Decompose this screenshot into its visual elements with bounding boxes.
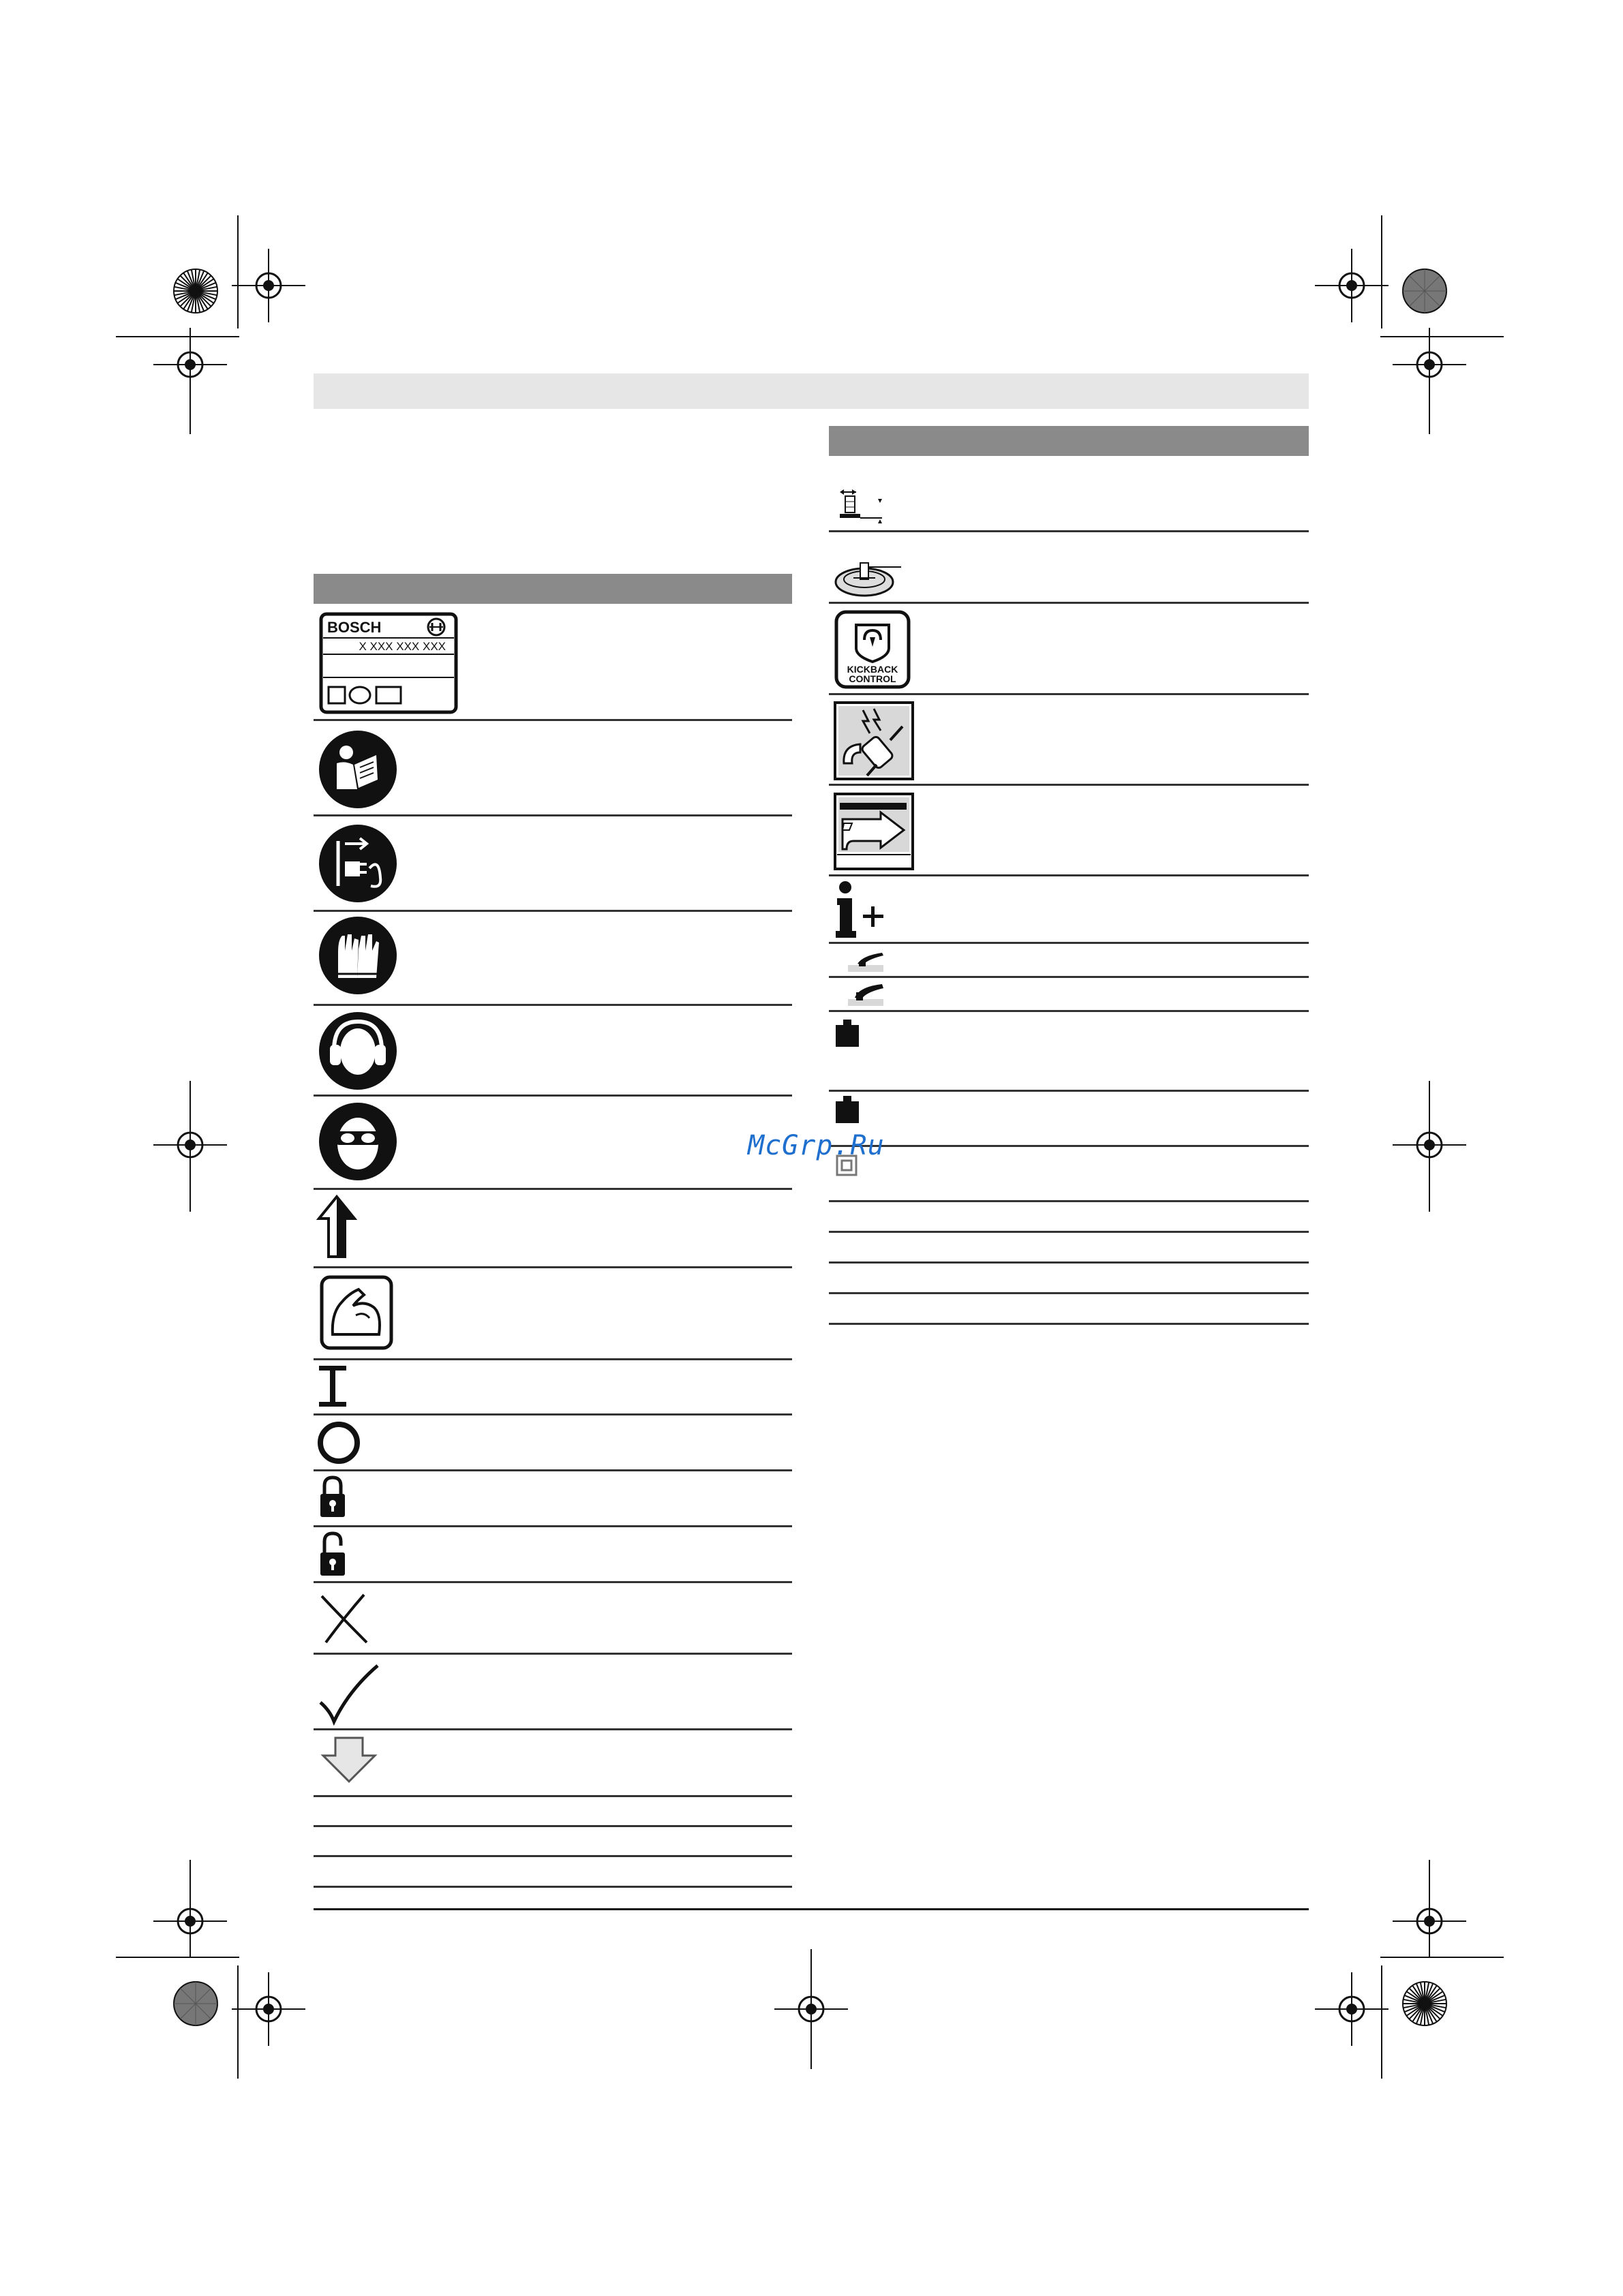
- watermark: McGrp.Ru: [748, 1130, 885, 1161]
- nameplate-brand: BOSCH: [327, 619, 382, 636]
- kickback-label-line1: KICKBACK: [847, 664, 898, 675]
- kickback-label-line2: CONTROL: [849, 673, 896, 684]
- nameplate-number: X XXX XXX XXX: [359, 640, 446, 653]
